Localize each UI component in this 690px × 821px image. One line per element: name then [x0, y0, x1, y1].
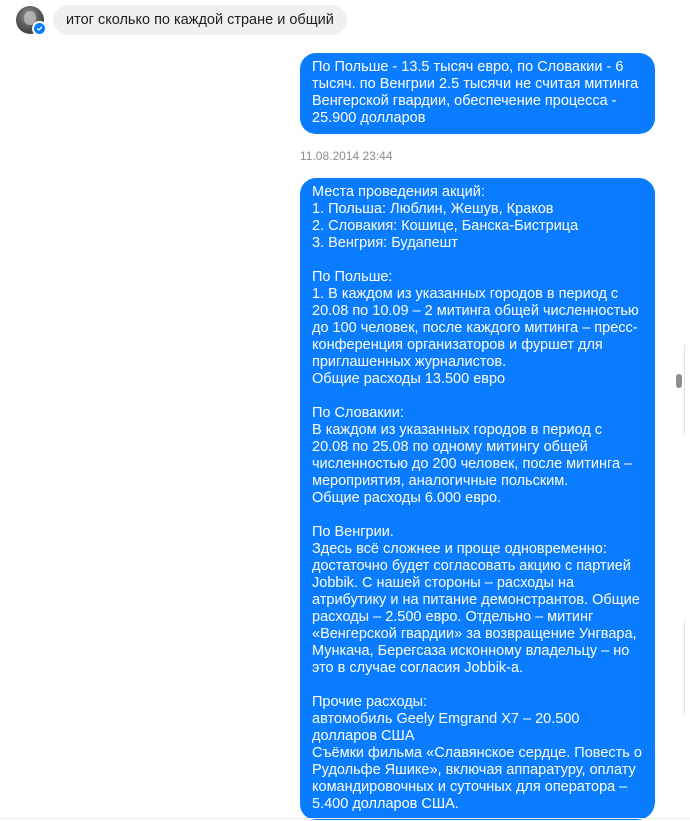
outgoing-message-bubble-long[interactable]: Места проведения акций: 1. Польша: Люблин, Жешув, Краков 2. Словакия: Кошице, Банска-Бистрица 3. Венгрия: Будапешт По Польше: 1. В каждом из указанных городов в период с 20.08 по 10.09 – 2 митинга общей численностью до 100 человек, после каждого митинга – пресс-конференция организаторов и фуршет для приглашенных журналистов. Общие расходы 13.500 евро По Словакии: В каждом из указанных городов в период с 20.08 по 25.08 по одному митингу общей численностью до 200 человек, после митинга – мероприятия, аналогичные польским. Общие расходы 6.000 евро. По Венгрии. Здесь всё сложнее и проще одновременно: достаточно будет согласовать акцию с партией Jobbik. С нашей стороны – расходы на атрибутику и на питание демонстрантов. Общие расходы – 2.500 евро. Отдельно – митинг «Венгерской гвардии» за возвращение Унгвара, Мункача, Берегсаза исконному владельцу – но это в случае согласия Jobbik-а. Прочие расходы: автомобиль Geely Emgrand X7 – 20.500 долларов США Съёмки фильма «Славянское сердце. Повесть о Рудольфе Яшике», включая аппаратуру, оплату командировочных и суточных для оператора – 5.400 долларов США. — [300, 178, 655, 820]
bottom-divider — [0, 818, 690, 819]
panel-edge-divider — [684, 345, 690, 435]
user-avatar[interactable] — [16, 6, 44, 34]
check-mark-icon — [36, 25, 43, 32]
scrollbar-thumb[interactable] — [676, 374, 682, 388]
message-timestamp: 11.08.2014 23:44 — [300, 149, 393, 163]
messenger-check-icon — [32, 21, 47, 36]
panel-edge-divider — [684, 620, 690, 715]
incoming-message-bubble[interactable]: итог сколько по каждой стране и общий — [53, 5, 347, 35]
outgoing-message-bubble[interactable]: По Польше - 13.5 тысяч евро, по Словакии - 6 тысяч. по Венгрии 2.5 тысячи не считая митинга Венгерской гвардии, обеспечение процесса - 25.900 долларов — [300, 53, 655, 134]
